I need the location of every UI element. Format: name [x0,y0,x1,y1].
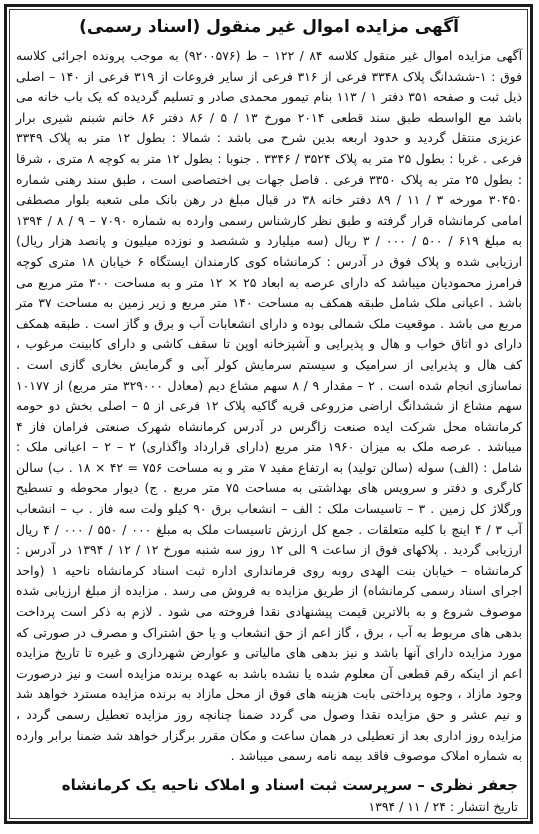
notice-body: آگهی مزایده اموال غیر منقول کلاسه ۸۴ / ۱۲۲ – ط (۹۲۰۰۵۷۶) به موجب پرونده اجرائی کلاسه فوق : ۱-ششدانگ پلاک ۳۳۴۸ فرعی از ۳۱۶ فرعی از سایر فروعات از ۳۱۹ فرعی از ۱۴۰ – اصلی ذیل ثبت و صفحه ۳۵۱ دفتر ۱ / ۱۱۳ بنام تیمور محمدی صادر و تسلیم گردیده که یک باب خانه می باشد مع الواسطه طبق سند قطعی ۲۰۱۴ مورخ ۱۳ / ۵ / ۸۶ دفتر ۸۶ خانم شبنم شیری برار عزیزی منتقل گردید و حدود اربعه بدین شرح می باشد : شمالا : بطول ۱۲ متر به پلاک ۳۳۴۹ فرعی . غربا : بطول ۲۵ متر به پلاک ۳۵۲۴ / ۳۳۴۶ . جنوبا : بطول ۱۲ متر به کوچه ۸ متری ، شرقا : بطول ۲۵ متر به پلاک ۳۳۵۰ فرعی . فاصل جهات بی اختصاصی است ، طبق سند رهنی شماره ۳۰۴۵۰ مورخه ۳ / ۱۱ / ۸۹ دفتر خانه ۳۸ در قبال مبلغ در رهن بانک ملی شعبه بلوار مصطفی امامی کرمانشاه قرار گرفته و طبق نظر کارشناس رسمی وارده به شماره ۷۰۹۰ – ۹ / ۸ / ۱۳۹۴ به مبلغ ۶۱۹ / ۵۰۰ / ۰۰۰ / ۳ ریال (سه میلیارد و ششصد و نوزده میلیون و پانصد هزار ریال) ارزیابی شده و پلاک فوق در آدرس : کرمانشاه کوی کارمندان ایستگاه ۶ خیابان ۱۸ متری کوچه فرامرز محمودیان میباشد که دارای عرصه به ابعاد ۲۵ × ۱۲ متر و به مساحت ۳۰۰ متر مربع می باشد . اعیانی ملک شامل طبقه همکف به مساحت ۱۴۰ متر مربع و زیر زمین به مساحت ۳۷ متر مربع می باشد . موقعیت ملک شمالی بوده و دارای انشعابات آب و برق و گاز است . طبقه همکف دارای دو اتاق خواب و هال و پذیرایی و آشپزخانه اوپن تا سقف کاشی و دارای کابینت مرغوب ، کف هال و پذیرایی از سرامیک و سیستم سرمایش کولر آبی و گرمایش بخاری گازی است . نماسازی انجام شده است . ۲ – مقدار ۹ / ۸ سهم مشاع دیم (معادل ۳۲۹۰۰۰ متر مربع) از ۱۰۱۷۷ سهم مشاع از ششدانگ اراضی مزروعی قریه گاکیه پلاک ۱۲ فرعی از ۵ – اصلی بخش دو حومه کرمانشاه محل شرکت ایده صنعت زاگرس در آدرس کرمانشاه شهرک صنعتی فرامان فاز ۴ میباشد . عرصه ملک به میزان ۱۹۶۰ متر مربع (دارای قرارداد واگذاری) ۲ – ۲ – اعیانی ملک : شامل : (الف) سوله (سالن تولید) به ارتفاع مفید ۷ متر و به مساحت ۷۵۶ = ۴۲ × ۱۸ . ب) سالن کارگری و دفتر و سرویس های بهداشتی به مساحت ۷۵ متر مربع . ج) دیوار محوطه و تسطیح ورگلاژ کل زمین . ۳ – تاسیسات ملک : الف – انشعاب برق ۹۰ کیلو ولت سه فاز . ب – انشعاب آب ۳ / ۴ اینچ با کلیه متعلقات . جمع کل ارزش تاسیسات ملک به مبلغ ۰۰۰ / ۵۵۰ / ۰۰۰ / ۴ ریال ارزیابی گردید . پلاکهای فوق از ساعت ۹ الی ۱۲ روز سه شنبه مورخ ۱۲ / ۱۲ / ۱۳۹۴ در آدرس : کرمانشاه – خیابان بنت الهدی روبه روی فرمانداری اداره ثبت اسناد کرمانشاه ناحیه ۱ (واحد اجرای اسناد رسمی کرمانشاه) از طریق مزایده به فروش می رسد . مزایده از مبلغ ارزیابی شده موصوف شروع و به بالاترین قیمت پیشنهادی نقدا فروخته می شود . لازم به ذکر است پرداخت بدهی های مربوط به آب ، برق ، گاز اعم از حق انشعاب و یا حق اشتراک و مصرف در صورتی که مورد مزایده دارای آنها باشد و نیز بدهی های مالیاتی و عوارض شهرداری و غیره تا تاریخ مزایده اعم از اینکه رقم قطعی آن معلوم شده یا نشده باشد به عهده برنده مزایده است و نیز درصورت وجود مازاد ، وجوه پرداختی بابت هزینه های فوق از محل مازاد به برنده مزایده مسترد خواهد شد و نیم عشر و حق مزایده نقدا وصول می گردد ضمنا چنانچه روز مزایده تعطیل رسمی گردد ، مزایده روز اداری بعد از تعطیلی در همان ساعت و مکان مقرر برگزار خواهد شد ضمنا برابر وارده به شماره املاک موصوف فاقد بیمه نامه رسمی میباشد . [16,48,523,764]
notice-title: آگهی مزایده اموال غیر منقول (اسناد رسمی) [79,17,459,37]
publish-date: تاریخ انتشار : ۲۴ / ۱۱ / ۱۳۹۴ [368,798,518,814]
notice-content [16,12,522,812]
notice-signature: جعفر نظری – سرپرست ثبت اسناد و املاک ناحیه یک کرمانشاه [61,775,518,794]
